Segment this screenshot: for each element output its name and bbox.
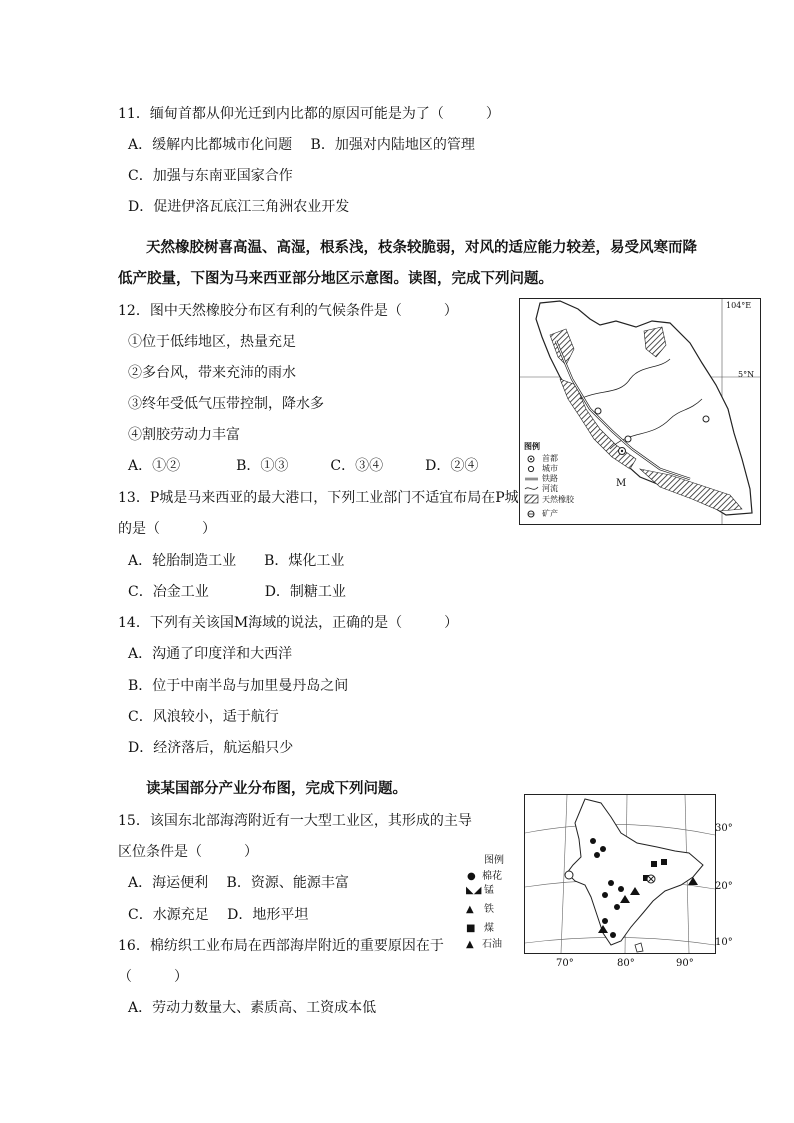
q16-stem-line1: 16．棉纺织工业布局在西部海岸附近的重要原因在于 bbox=[118, 938, 444, 954]
q13-option-ab: A．轮胎制造工业 B．煤化工业 bbox=[128, 553, 345, 569]
intro1-line1: 天然橡胶树喜高温、高湿，根系浅，枝条较脆弱，对风的适应能力较差，易受风寒而降 bbox=[146, 239, 697, 256]
map1-legend-mineral: 矿产 bbox=[542, 509, 558, 518]
map2-legend-oil: 石油 bbox=[482, 939, 502, 950]
map1-m-label: M bbox=[616, 478, 627, 489]
q11-stem: 11．缅甸首都从仰光迁到内比都的原因可能是为了（ ） bbox=[118, 106, 500, 122]
map2-lat-30: 30° bbox=[715, 823, 733, 834]
map1-legend-railway: 铁路 bbox=[542, 474, 558, 483]
q16-stem-line2: （ ） bbox=[118, 969, 188, 985]
map2-lon-90: 90° bbox=[676, 958, 694, 969]
city-marker bbox=[625, 436, 631, 442]
q12-item-1: ①位于低纬地区，热量充足 bbox=[128, 334, 296, 350]
q15-option-ab: A．海运便利 B．资源、能源丰富 bbox=[128, 875, 349, 891]
map1-legend-symbols bbox=[525, 456, 538, 517]
country-outline bbox=[567, 799, 703, 945]
island-outline bbox=[635, 943, 643, 952]
map1-legend-rubber: 天然橡胶 bbox=[542, 495, 574, 504]
malaysia-map-figure bbox=[519, 298, 761, 525]
q12-item-4: ④割胶劳动力丰富 bbox=[128, 427, 240, 443]
map1-legend-city: 城市 bbox=[542, 464, 558, 473]
intro2: 读某国部分产业分布图，完成下列问题。 bbox=[146, 780, 407, 797]
q13-option-cd: C．冶金工业 D．制糖工业 bbox=[128, 584, 346, 600]
map1-legend-capital: 首都 bbox=[542, 454, 558, 463]
q12-item-3: ③终年受低气压带控制，降水多 bbox=[128, 396, 324, 412]
q14-option-a: A．沟通了印度洋和大西洋 bbox=[128, 646, 293, 662]
industry-map-drawing bbox=[525, 795, 715, 953]
map2-lat-20: 20° bbox=[715, 881, 733, 892]
map2-legend-coal: 煤 bbox=[484, 923, 494, 934]
q11-option-ab: A．缓解内比都城市化问题 B．加强对内陆地区的管理 bbox=[128, 137, 475, 153]
map2-legend-cotton: 棉花 bbox=[482, 871, 502, 882]
map2-lon-80: 80° bbox=[617, 958, 635, 969]
q12-options: A．①② B．①③ C．③④ D．②④ bbox=[128, 458, 479, 474]
iron-icon: ▲ bbox=[466, 904, 474, 915]
map2-legend-iron: 铁 bbox=[484, 904, 494, 915]
map1-legend-title: 图例 bbox=[524, 441, 540, 451]
coal-icon: ■ bbox=[466, 923, 476, 934]
q16-option-a: A．劳动力数量大、素质高、工资成本低 bbox=[128, 1000, 377, 1016]
q15-stem-line1: 15．该国东北部海湾附近有一大型工业区，其形成的主导 bbox=[118, 813, 472, 829]
q14-option-d: D．经济落后，航运船只少 bbox=[128, 740, 294, 756]
q14-stem: 14．下列有关该国M海域的说法，正确的是（ ） bbox=[118, 615, 459, 631]
city-marker bbox=[595, 408, 601, 414]
q14-option-b: B．位于中南半岛与加里曼丹岛之间 bbox=[128, 678, 349, 694]
q13-stem-line1: 13．P城是马来西亚的最大港口，下列工业部门不适宜布局在P城 bbox=[118, 490, 519, 506]
industry-map-figure bbox=[524, 794, 733, 954]
manganese-icon: ◣◢ bbox=[466, 885, 482, 896]
q15-option-cd: C．水源充足 D．地形平坦 bbox=[128, 907, 309, 923]
map1-lon-label: 104°E bbox=[726, 301, 752, 310]
cotton-icon: ● bbox=[467, 871, 476, 882]
oil-icon: ▲ bbox=[466, 939, 474, 950]
map2-lon-70: 70° bbox=[556, 958, 574, 969]
map1-legend-river: 河流 bbox=[542, 484, 558, 493]
q11-option-c: C．加强与东南亚国家合作 bbox=[128, 168, 293, 184]
q12-stem: 12．图中天然橡胶分布区有利的气候条件是（ ） bbox=[118, 303, 458, 319]
intro1-line2: 低产胶量，下图为马来西亚部分地区示意图。读图，完成下列问题。 bbox=[118, 270, 553, 287]
q14-option-c: C．风浪较小，适于航行 bbox=[128, 709, 279, 725]
q13-stem-line2: 的是（ ） bbox=[118, 521, 216, 537]
q11-option-d: D．促进伊洛瓦底江三角洲农业开发 bbox=[128, 199, 350, 215]
map2-legend-manganese: 锰 bbox=[484, 885, 494, 896]
map2-legend-title: 图例 bbox=[484, 855, 504, 866]
q15-stem-line2: 区位条件是（ ） bbox=[118, 844, 258, 860]
map1-lat-label: 5°N bbox=[738, 370, 755, 379]
city-marker bbox=[703, 416, 709, 422]
city-marker bbox=[565, 871, 573, 879]
map2-lat-10: 10° bbox=[715, 937, 733, 948]
q12-item-2: ②多台风，带来充沛的雨水 bbox=[128, 365, 296, 381]
